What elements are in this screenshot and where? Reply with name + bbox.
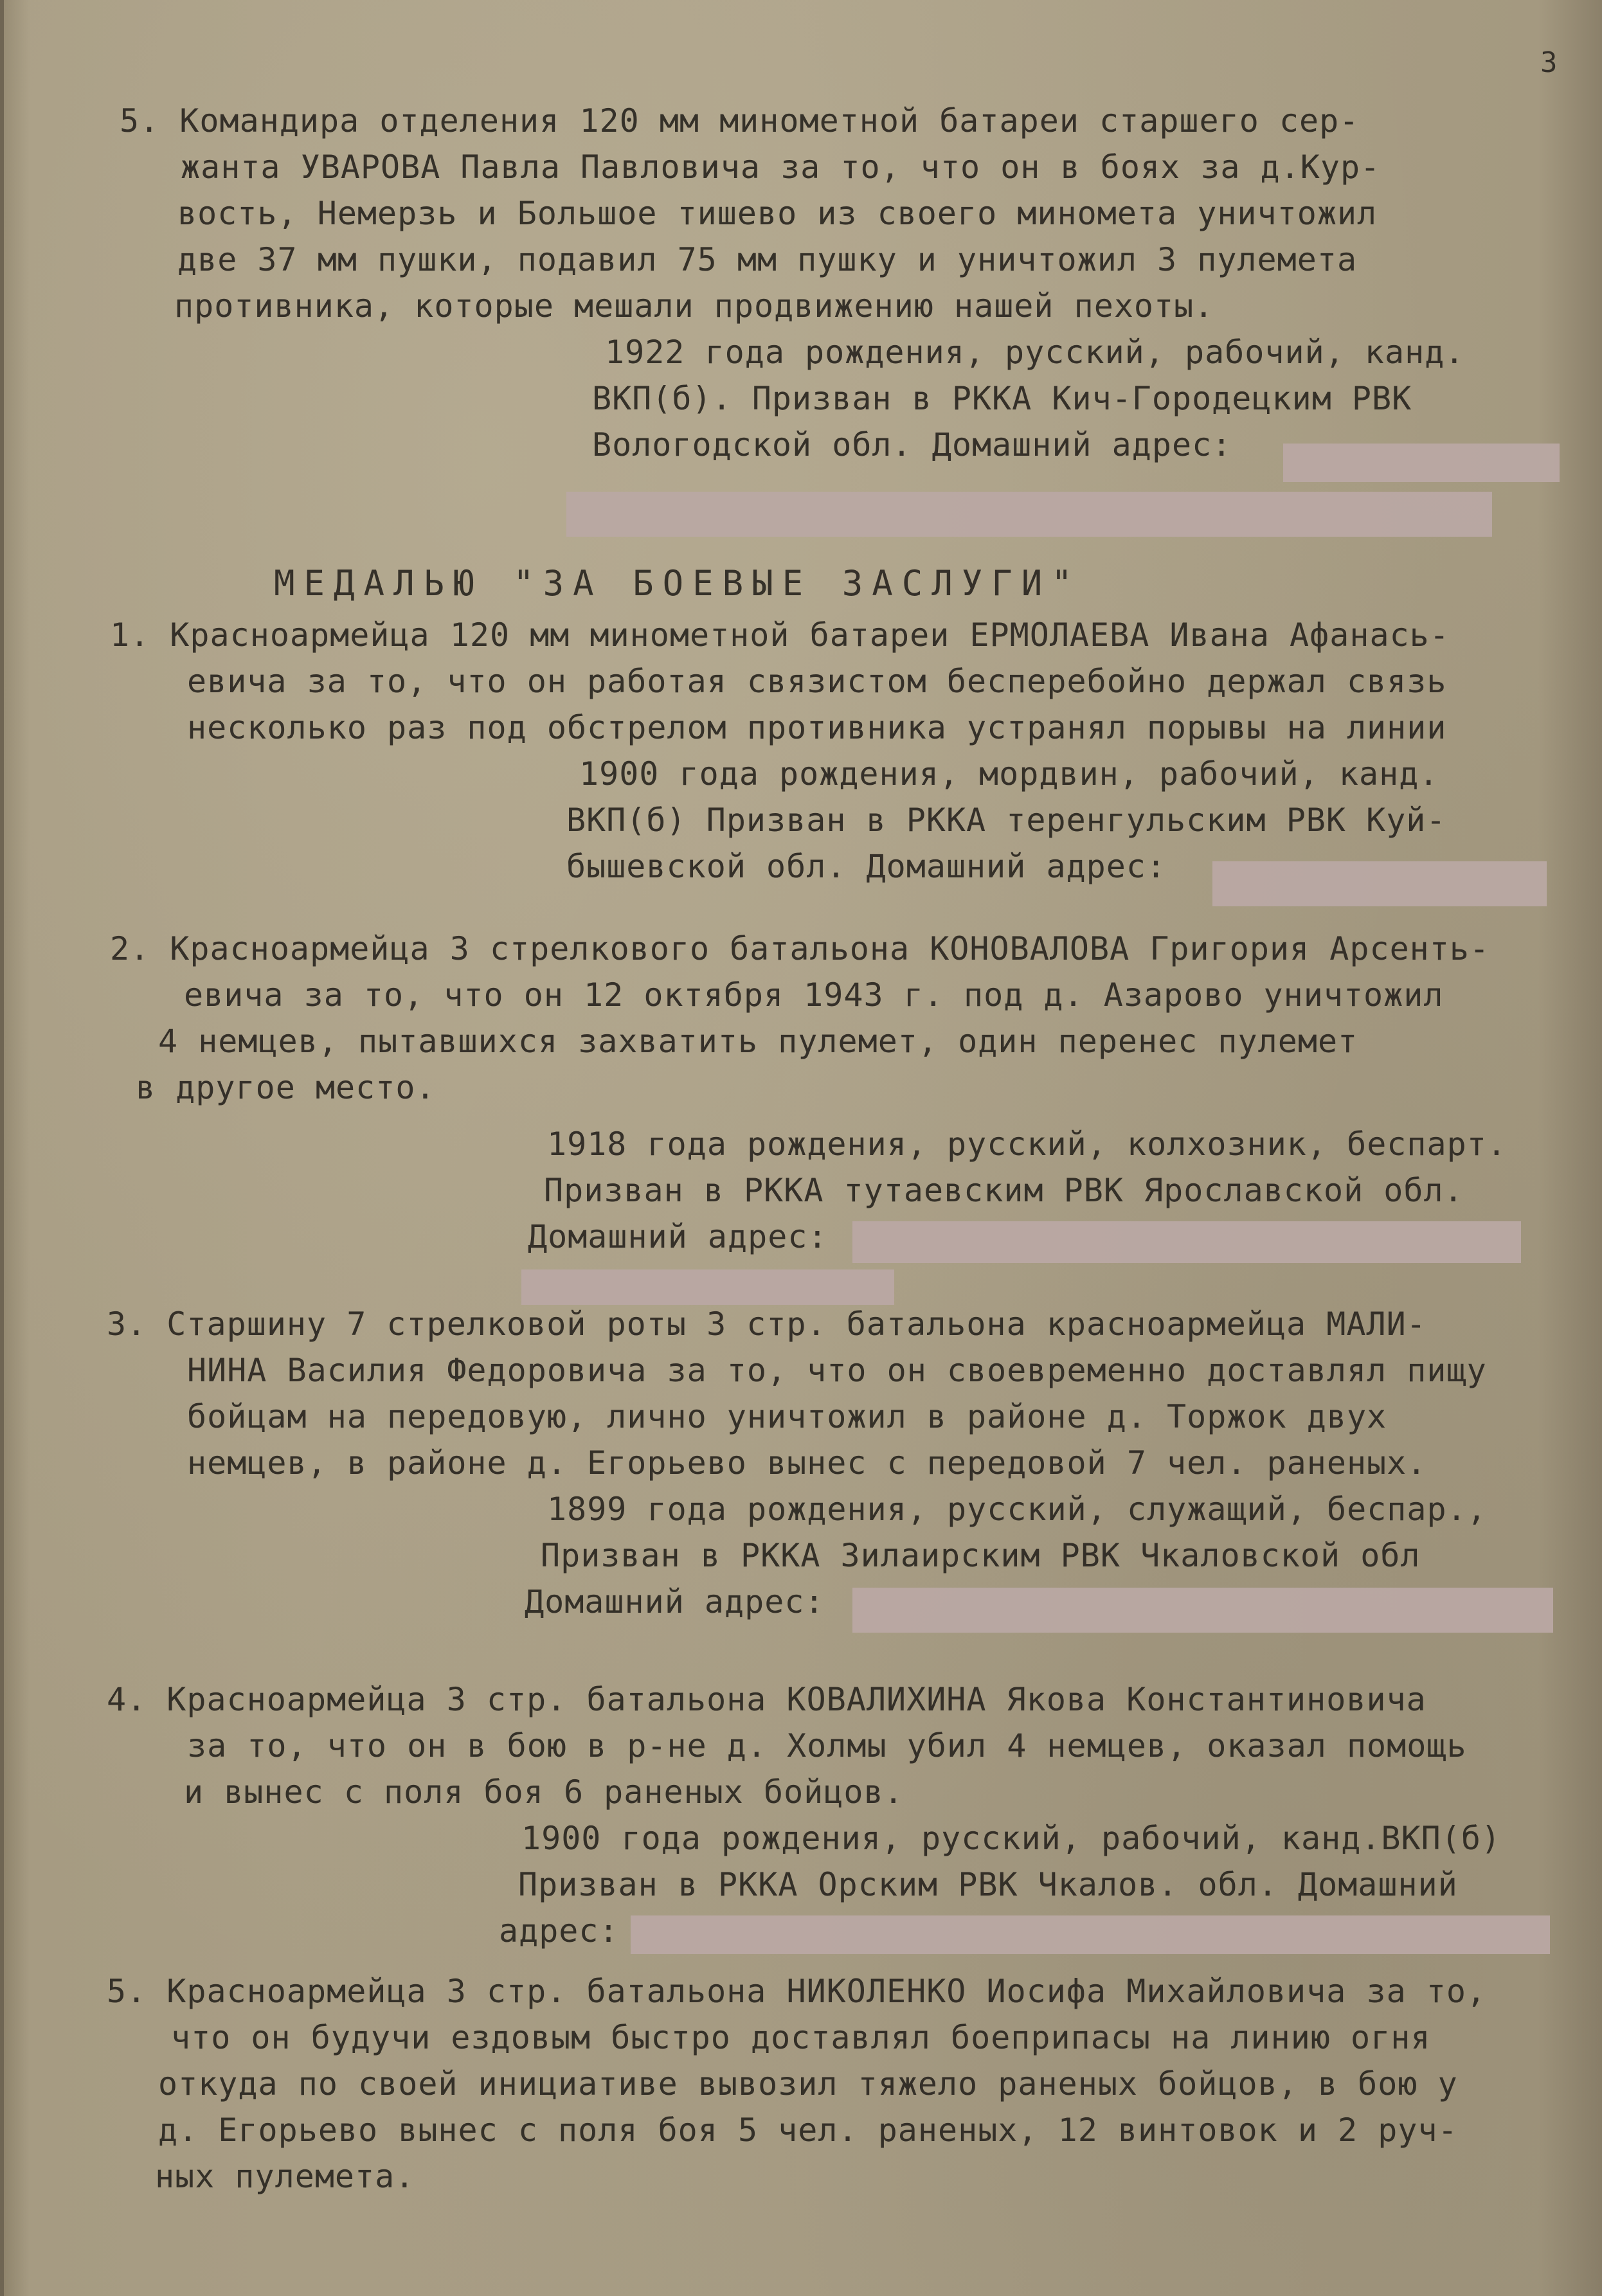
text-line: 5. Командира отделения 120 мм минометной батареи старшего сер- xyxy=(120,102,1360,139)
text-line: Призван в РККА Орским РВК Чкалов. обл. Домашний xyxy=(518,1866,1458,1903)
text-line: евича за то, что он 12 октября 1943 г. под д. Азарово уничтожил xyxy=(184,976,1444,1014)
text-line: 1922 года рождения, русский, рабочий, канд. xyxy=(605,334,1465,371)
text-line: 1899 года рождения, русский, служащий, беспар., xyxy=(547,1491,1487,1528)
text-line: 1918 года рождения, русский, колхозник, беспарт. xyxy=(547,1126,1507,1163)
text-line: ВКП(б) Призван в РККА теренгульским РВК Куй- xyxy=(566,802,1446,839)
text-line: и вынес с поля боя 6 раненых бойцов. xyxy=(184,1773,904,1811)
text-line: 1900 года рождения, русский, рабочий, канд.ВКП(б) xyxy=(521,1820,1502,1857)
text-line: НИНА Василия Федоровича за то, что он своевременно доставлял пищу xyxy=(187,1352,1487,1389)
text-line: 1. Красноармейца 120 мм минометной батареи ЕРМОЛАЕВА Ивана Афанась- xyxy=(110,616,1450,654)
text-line: 1900 года рождения, мордвин, рабочий, канд. xyxy=(579,755,1439,793)
redacted-address xyxy=(852,1588,1553,1633)
text-line: Призван в РККА Зилаирским РВК Чкаловской обл xyxy=(541,1537,1421,1574)
text-line: откуда по своей инициативе вывозил тяжело раненых бойцов, в бою у xyxy=(158,2065,1458,2103)
text-line: адрес: xyxy=(499,1912,619,1950)
text-line: ных пулемета. xyxy=(155,2158,415,2195)
text-line: евича за то, что он работая связистом бесперебойно держал связь xyxy=(187,663,1447,700)
text-line: в другое место. xyxy=(136,1069,436,1106)
text-line: бойцам на передовую, лично уничтожил в районе д. Торжок двух xyxy=(187,1398,1387,1435)
text-line: бышевской обл. Домашний адрес: xyxy=(566,848,1167,885)
text-line: Домашний адрес: xyxy=(525,1583,825,1620)
text-line: 4 немцев, пытавшихся захватить пулемет, один перенес пулемет xyxy=(158,1023,1358,1060)
text-line: 3. Старшину 7 стрелковой роты 3 стр. батальона красноармейца МАЛИ- xyxy=(107,1305,1426,1343)
text-line: Вологодской обл. Домашний адрес: xyxy=(592,426,1232,463)
page-mark: 3 xyxy=(1540,46,1558,79)
text-line: противника, которые мешали продвижению нашей пехоты. xyxy=(174,287,1214,325)
text-line: Призван в РККА тутаевским РВК Ярославской обл. xyxy=(544,1172,1464,1209)
text-line: 5. Красноармейца 3 стр. батальона НИКОЛЕНКО Иосифа Михайловича за то, xyxy=(107,1973,1487,2010)
text-line: что он будучи ездовым быстро доставлял боеприпасы на линию огня xyxy=(171,2019,1431,2056)
text-line: жанта УВАРОВА Павла Павловича за то, что он в боях за д.Кур- xyxy=(181,148,1381,186)
text-line: 4. Красноармейца 3 стр. батальона КОВАЛИХИНА Якова Константиновича xyxy=(107,1681,1426,1718)
text-line: вость, Немерзь и Большое тишево из своего миномета уничтожил xyxy=(177,195,1378,232)
text-line: за то, что он в бою в р-не д. Холмы убил 4 немцев, оказал помощь xyxy=(187,1727,1467,1764)
text-line: несколько раз под обстрелом противника устранял порывы на линии xyxy=(187,709,1447,746)
award-heading: МЕДАЛЬЮ "ЗА БОЕВЫЕ ЗАСЛУГИ" xyxy=(274,563,1081,604)
redacted-address xyxy=(1283,444,1560,482)
redacted-address xyxy=(631,1915,1550,1954)
text-line: 2. Красноармейца 3 стрелкового батальона КОНОВАЛОВА Григория Арсенть- xyxy=(110,930,1490,967)
text-line: ВКП(б). Призван в РККА Кич-Городецким РВК xyxy=(592,380,1412,417)
redacted-address xyxy=(521,1269,894,1305)
redacted-address xyxy=(1212,861,1547,906)
text-line: Домашний адрес: xyxy=(528,1218,828,1255)
text-line: д. Егорьево вынес с поля боя 5 чел. раненых, 12 винтовок и 2 руч- xyxy=(158,2112,1458,2149)
text-line: две 37 мм пушки, подавил 75 мм пушку и уничтожил 3 пулемета xyxy=(177,241,1358,278)
redacted-address xyxy=(566,492,1492,537)
text-line: немцев, в районе д. Егорьево вынес с передовой 7 чел. раненых. xyxy=(187,1444,1427,1482)
redacted-address xyxy=(852,1221,1521,1263)
